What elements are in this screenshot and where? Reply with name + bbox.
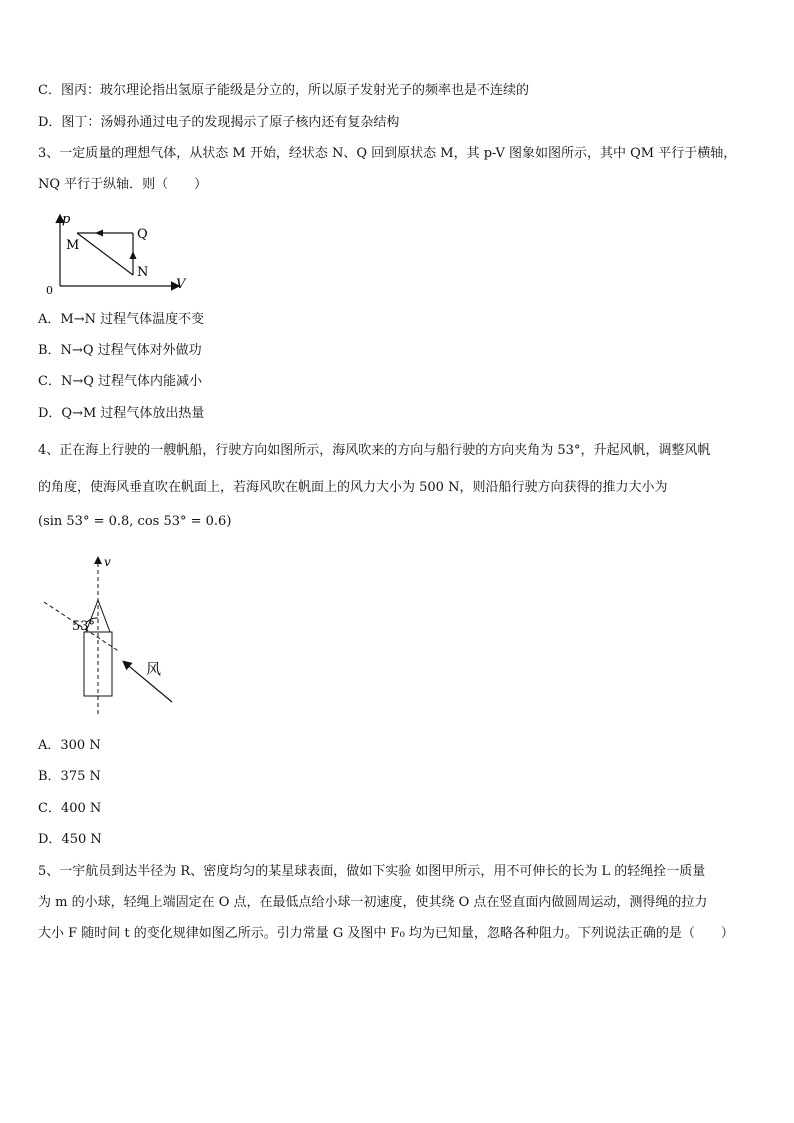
q3-option-b: B．N→Q 过程气体对外做功 — [38, 343, 202, 358]
q3-option-a: A．M→N 过程气体温度不变 — [38, 312, 205, 327]
q4-stem-line1: 4、正在海上行驶的一艘帆船，行驶方向如图所示，海风吹来的方向与船行驶的方向夹角为 53°，升起风帆，调整风帆 — [38, 443, 711, 458]
q4-sailboat-diagram — [40, 552, 190, 718]
q5-stem-line3: 大小 F 随时间 t 的变化规律如图乙所示。引力常量 G 及图中 F₀ 均为已知量，忽略各种阻力。下列说法正确的是（ ） — [38, 926, 734, 941]
q5-stem-line1: 5、一宇航员到达半径为 R、密度均匀的某星球表面，做如下实验 如图甲所示，用不可伸长的长为 L 的轻绳拴一质量 — [38, 864, 706, 879]
label-m: M — [66, 238, 80, 253]
v-axis-label: V — [176, 277, 186, 292]
label-angle: 53° — [72, 619, 96, 634]
label-q: Q — [137, 227, 148, 242]
q4-option-a: A．300 N — [38, 738, 101, 753]
label-wind: 风 — [146, 660, 162, 678]
nq-arrow — [130, 251, 137, 259]
q4-option-b: B．375 N — [38, 769, 101, 784]
origin-label: 0 — [46, 284, 53, 297]
q3-pv-diagram — [40, 206, 200, 298]
q3-stem-line1: 3、一定质量的理想气体，从状态 M 开始，经状态 N、Q 回到原状态 M，其 p-V 图象如图所示，其中 QM 平行于横轴， — [38, 146, 737, 161]
mn-segment — [77, 233, 133, 275]
q3-stem-line2: NQ 平行于纵轴．则（ ） — [38, 177, 208, 192]
q3-option-d: D．Q→M 过程气体放出热量 — [38, 406, 205, 421]
q5-stem-line2: 为 m 的小球，轻绳上端固定在 O 点，在最低点给小球一初速度，使其绕 O 点在竖直面内做圆周运动，测得绳的拉力 — [38, 895, 708, 910]
q3-option-c: C．N→Q 过程气体内能减小 — [38, 374, 203, 389]
q4-stem-line3: (sin 53° = 0.8, cos 53° = 0.6) — [38, 514, 232, 529]
p-axis-label: p — [62, 212, 71, 227]
q2-option-c: C．图丙：玻尔理论指出氢原子能级是分立的，所以原子发射光子的频率也是不连续的 — [38, 83, 529, 98]
qm-arrow — [95, 230, 103, 237]
label-v: v — [104, 555, 111, 569]
q4-option-c: C．400 N — [38, 801, 102, 816]
q4-option-d: D．450 N — [38, 832, 102, 847]
q4-stem-line2: 的角度，使海风垂直吹在帆面上，若海风吹在帆面上的风力大小为 500 N，则沿船行驶方向获得的推力大小为 — [38, 480, 668, 495]
q2-option-d: D．图丁：汤姆孙通过电子的发现揭示了原子核内还有复杂结构 — [38, 115, 400, 130]
label-n: N — [137, 265, 149, 280]
